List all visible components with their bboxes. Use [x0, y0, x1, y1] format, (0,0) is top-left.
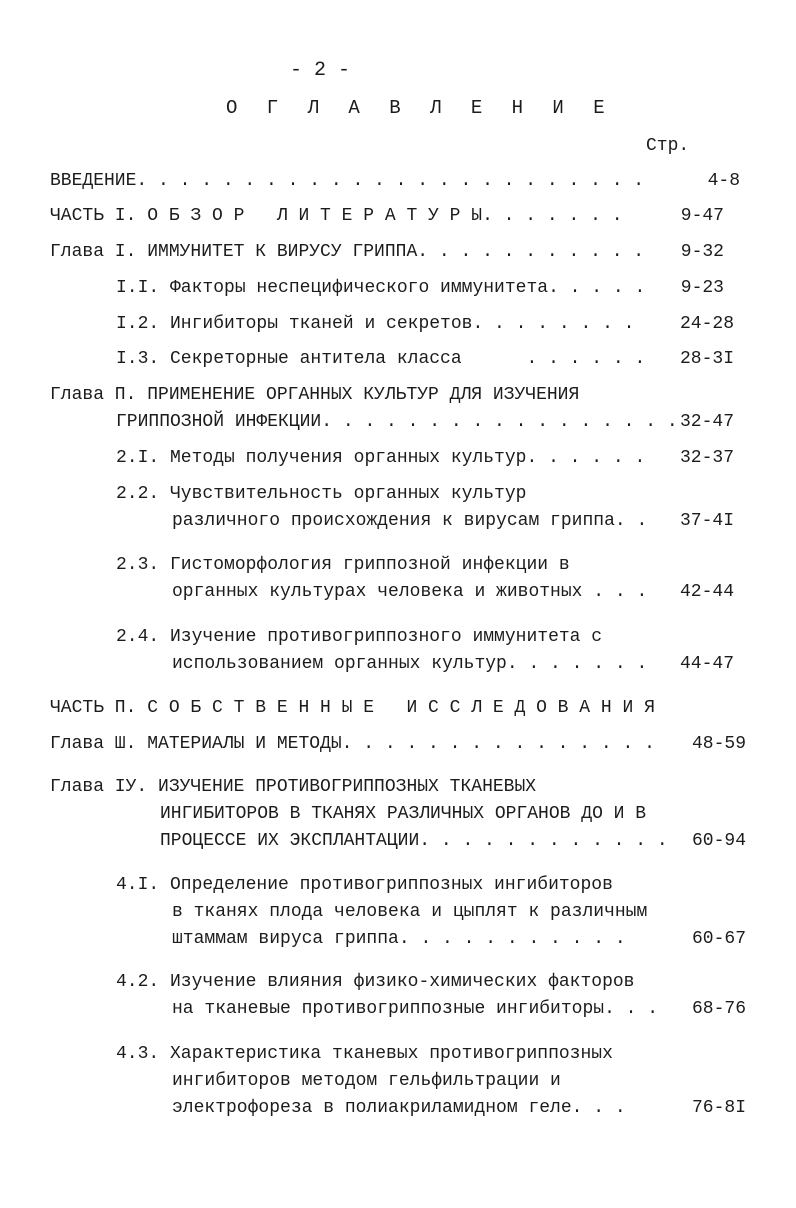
toc-page-2-1: 32-37: [679, 448, 734, 468]
toc-page-4-3: 76-8I: [691, 1098, 746, 1118]
toc-entry-chapter3: Глава Ш. МАТЕРИАЛЫ И МЕТОДЫ. . . . . . . . . . . . . . .: [50, 734, 655, 754]
toc-page-chapter2: 32-47: [679, 412, 734, 432]
page-number: - 2 -: [290, 59, 351, 82]
toc-entry-1-2: I.2. Ингибиторы тканей и секретов. . . . . . . .: [116, 314, 635, 334]
toc-page-4-2: 68-76: [691, 999, 746, 1019]
toc-entry-2-4: 2.4. Изучение противогриппозного иммунитета с: [116, 627, 603, 647]
toc-entry-part1: ЧАСТЬ I. О Б З О Р Л И Т Е Р А Т У Р Ы. . . . . . .: [50, 206, 623, 226]
toc-title: О Г Л А В Л Е Н И Е: [226, 97, 614, 119]
toc-page-2-4: 44-47: [679, 654, 734, 674]
toc-entry-2-1: 2.I. Методы получения органных культур. . . . . .: [116, 448, 646, 468]
toc-entry-chapter4: Глава IУ. ИЗУЧЕНИЕ ПРОТИВОГРИППОЗНЫХ ТКАНЕВЫХ: [50, 777, 537, 797]
toc-page-chapter3: 48-59: [691, 734, 746, 754]
toc-entry-4-1: 4.I. Определение противогриппозных ингибиторов: [116, 875, 613, 895]
toc-entry-chapter2: Глава П. ПРИМЕНЕНИЕ ОРГАННЫХ КУЛЬТУР ДЛЯ ИЗУЧЕНИЯ: [50, 385, 580, 405]
toc-entry-4-2: 4.2. Изучение влияния физико-химических факторов: [116, 972, 635, 992]
toc-entry-2-4-cont: использованием органных культур. . . . . . .: [172, 654, 648, 674]
toc-entry-chapter4-cont1: ИНГИБИТОРОВ В ТКАНЯХ РАЗЛИЧНЫХ ОРГАНОВ ДО И В: [160, 804, 647, 824]
toc-page-4-1: 60-67: [691, 929, 746, 949]
toc-entry-4-3: 4.3. Характеристика тканевых противогриппозных: [116, 1044, 613, 1064]
toc-entry-1-3: I.3. Секреторные антитела класса . . . . . .: [116, 349, 646, 369]
toc-page-1-3: 28-3I: [679, 349, 734, 369]
toc-entry-4-2-cont: на тканевые противогриппозные ингибиторы. . .: [172, 999, 659, 1019]
toc-page-part1: 9-47: [680, 206, 724, 226]
toc-entry-2-2: 2.2. Чувствительность органных культур: [116, 484, 527, 504]
page-column-label: Стр.: [646, 136, 690, 156]
toc-entry-2-3-cont: органных культурах человека и животных . . .: [172, 582, 648, 602]
toc-entry-chapter1: Глава I. ИММУНИТЕТ К ВИРУСУ ГРИППА. . . . . . . . . . .: [50, 242, 645, 262]
toc-entry-4-3-cont1: ингибиторов методом гельфильтрации и: [172, 1071, 561, 1091]
toc-page-2-3: 42-44: [679, 582, 734, 602]
toc-page-2-2: 37-4I: [679, 511, 734, 531]
toc-entry-4-1-cont2: штаммам вируса гриппа. . . . . . . . . . .: [172, 929, 626, 949]
toc-page-chapter1: 9-32: [680, 242, 724, 262]
toc-page-chapter4: 60-94: [691, 831, 746, 851]
toc-entry-chapter4-cont2: ПРОЦЕССЕ ИХ ЭКСПЛАНТАЦИИ. . . . . . . . . . . .: [160, 831, 668, 851]
toc-page-1-2: 24-28: [679, 314, 734, 334]
toc-entry-introduction: ВВЕДЕНИЕ. . . . . . . . . . . . . . . . . . . . . . . .: [50, 171, 645, 191]
toc-entry-part2: ЧАСТЬ П. С О Б С Т В Е Н Н Ы Е И С С Л Е Д О В А Н И Я: [50, 698, 655, 718]
toc-page-introduction: 4-8: [707, 171, 740, 191]
toc-entry-1-1: I.I. Факторы неспецифического иммунитета. . . . .: [116, 278, 646, 298]
toc-entry-2-3: 2.3. Гистоморфология гриппозной инфекции в: [116, 555, 570, 575]
toc-entry-chapter2-cont: ГРИППОЗНОЙ ИНФЕКЦИИ. . . . . . . . . . . . . . . . .: [116, 412, 678, 432]
toc-entry-4-3-cont2: электрофореза в полиакриламидном геле. . .: [172, 1098, 626, 1118]
toc-page-1-1: 9-23: [680, 278, 724, 298]
toc-entry-2-2-cont: различного происхождения к вирусам гриппа. .: [172, 511, 648, 531]
toc-entry-4-1-cont1: в тканях плода человека и цыплят к различным: [172, 902, 648, 922]
